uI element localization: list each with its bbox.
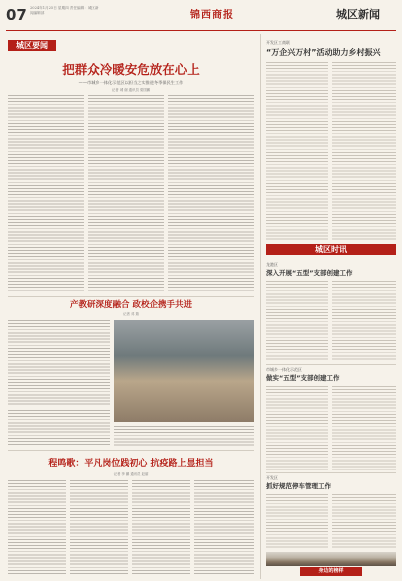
story1-col-2 [332, 62, 396, 240]
story4-col-1 [266, 494, 328, 549]
third-article-col-4 [194, 480, 254, 575]
second-byline: 记者 邓 瑞 [123, 312, 139, 316]
column-divider [260, 34, 261, 579]
story3-headline: 做实“五型”支部创建工作 [266, 374, 340, 382]
footer-photo-strip [266, 552, 396, 566]
divider [8, 450, 254, 451]
main-article-col-3 [168, 95, 254, 291]
story3-kicker: 市城乡一体化示范区 [266, 367, 302, 372]
story4-headline: 抓好规范停车管理工作 [266, 482, 331, 490]
main-article-col-2 [88, 95, 164, 291]
divider [266, 364, 396, 365]
third-article-col-1 [8, 480, 66, 575]
story4-kicker: 开发区 [266, 475, 278, 480]
section-title: 城区新闻 [336, 8, 380, 21]
story2-col-1 [266, 281, 328, 361]
second-article-text-a [8, 320, 110, 406]
second-headline: 产教研深度融合 政校企携手共进 [70, 300, 192, 310]
story3-col-2 [332, 386, 396, 470]
page-header [0, 0, 402, 36]
story2-col-2 [332, 281, 396, 361]
divider [8, 296, 254, 297]
issue-info: 2024年1月25日 星期四 责任编辑：城区新闻编辑部 [30, 6, 99, 15]
main-headline: 把群众冷暖安危放在心上 [62, 62, 200, 77]
third-byline: 记者 李 鹏 通讯员 赵丽 [113, 472, 149, 476]
third-headline: 程鸣歌：平凡岗位践初心 抗疫路上显担当 [48, 459, 214, 469]
story3-col-1 [266, 386, 328, 470]
story4-col-2 [332, 494, 396, 549]
story1-headline: “万企兴万村”活动助力乡村振兴 [266, 48, 381, 57]
section-banner-right: 城区时讯 [266, 244, 396, 255]
section-banner-left: 城区要闻 [8, 40, 56, 51]
story1-kicker: 开发区工商联 [266, 40, 290, 45]
third-article-col-2 [70, 480, 128, 575]
second-article-photo [114, 320, 254, 422]
second-article-caption [114, 426, 254, 446]
newspaper-name: 锦西商报 [190, 10, 234, 21]
header-rule [6, 30, 396, 31]
main-article-col-1 [8, 95, 84, 291]
page-number: 07 [6, 6, 27, 24]
story2-headline: 深入开展“五型”支部创建工作 [266, 269, 353, 277]
story2-kicker: 龙港区 [266, 262, 278, 267]
footer-banner: 身边的榜样 [300, 567, 362, 576]
main-byline: 记者 城 谢 通讯员 梁国鹏 [111, 88, 151, 92]
main-subheadline: ——市城乡一体化示范区以担当之实推进冬季保民生工作 [78, 80, 184, 85]
story1-col-1 [266, 62, 328, 240]
third-article-col-3 [132, 480, 190, 575]
divider [266, 472, 396, 473]
second-article-text-b [8, 410, 110, 446]
